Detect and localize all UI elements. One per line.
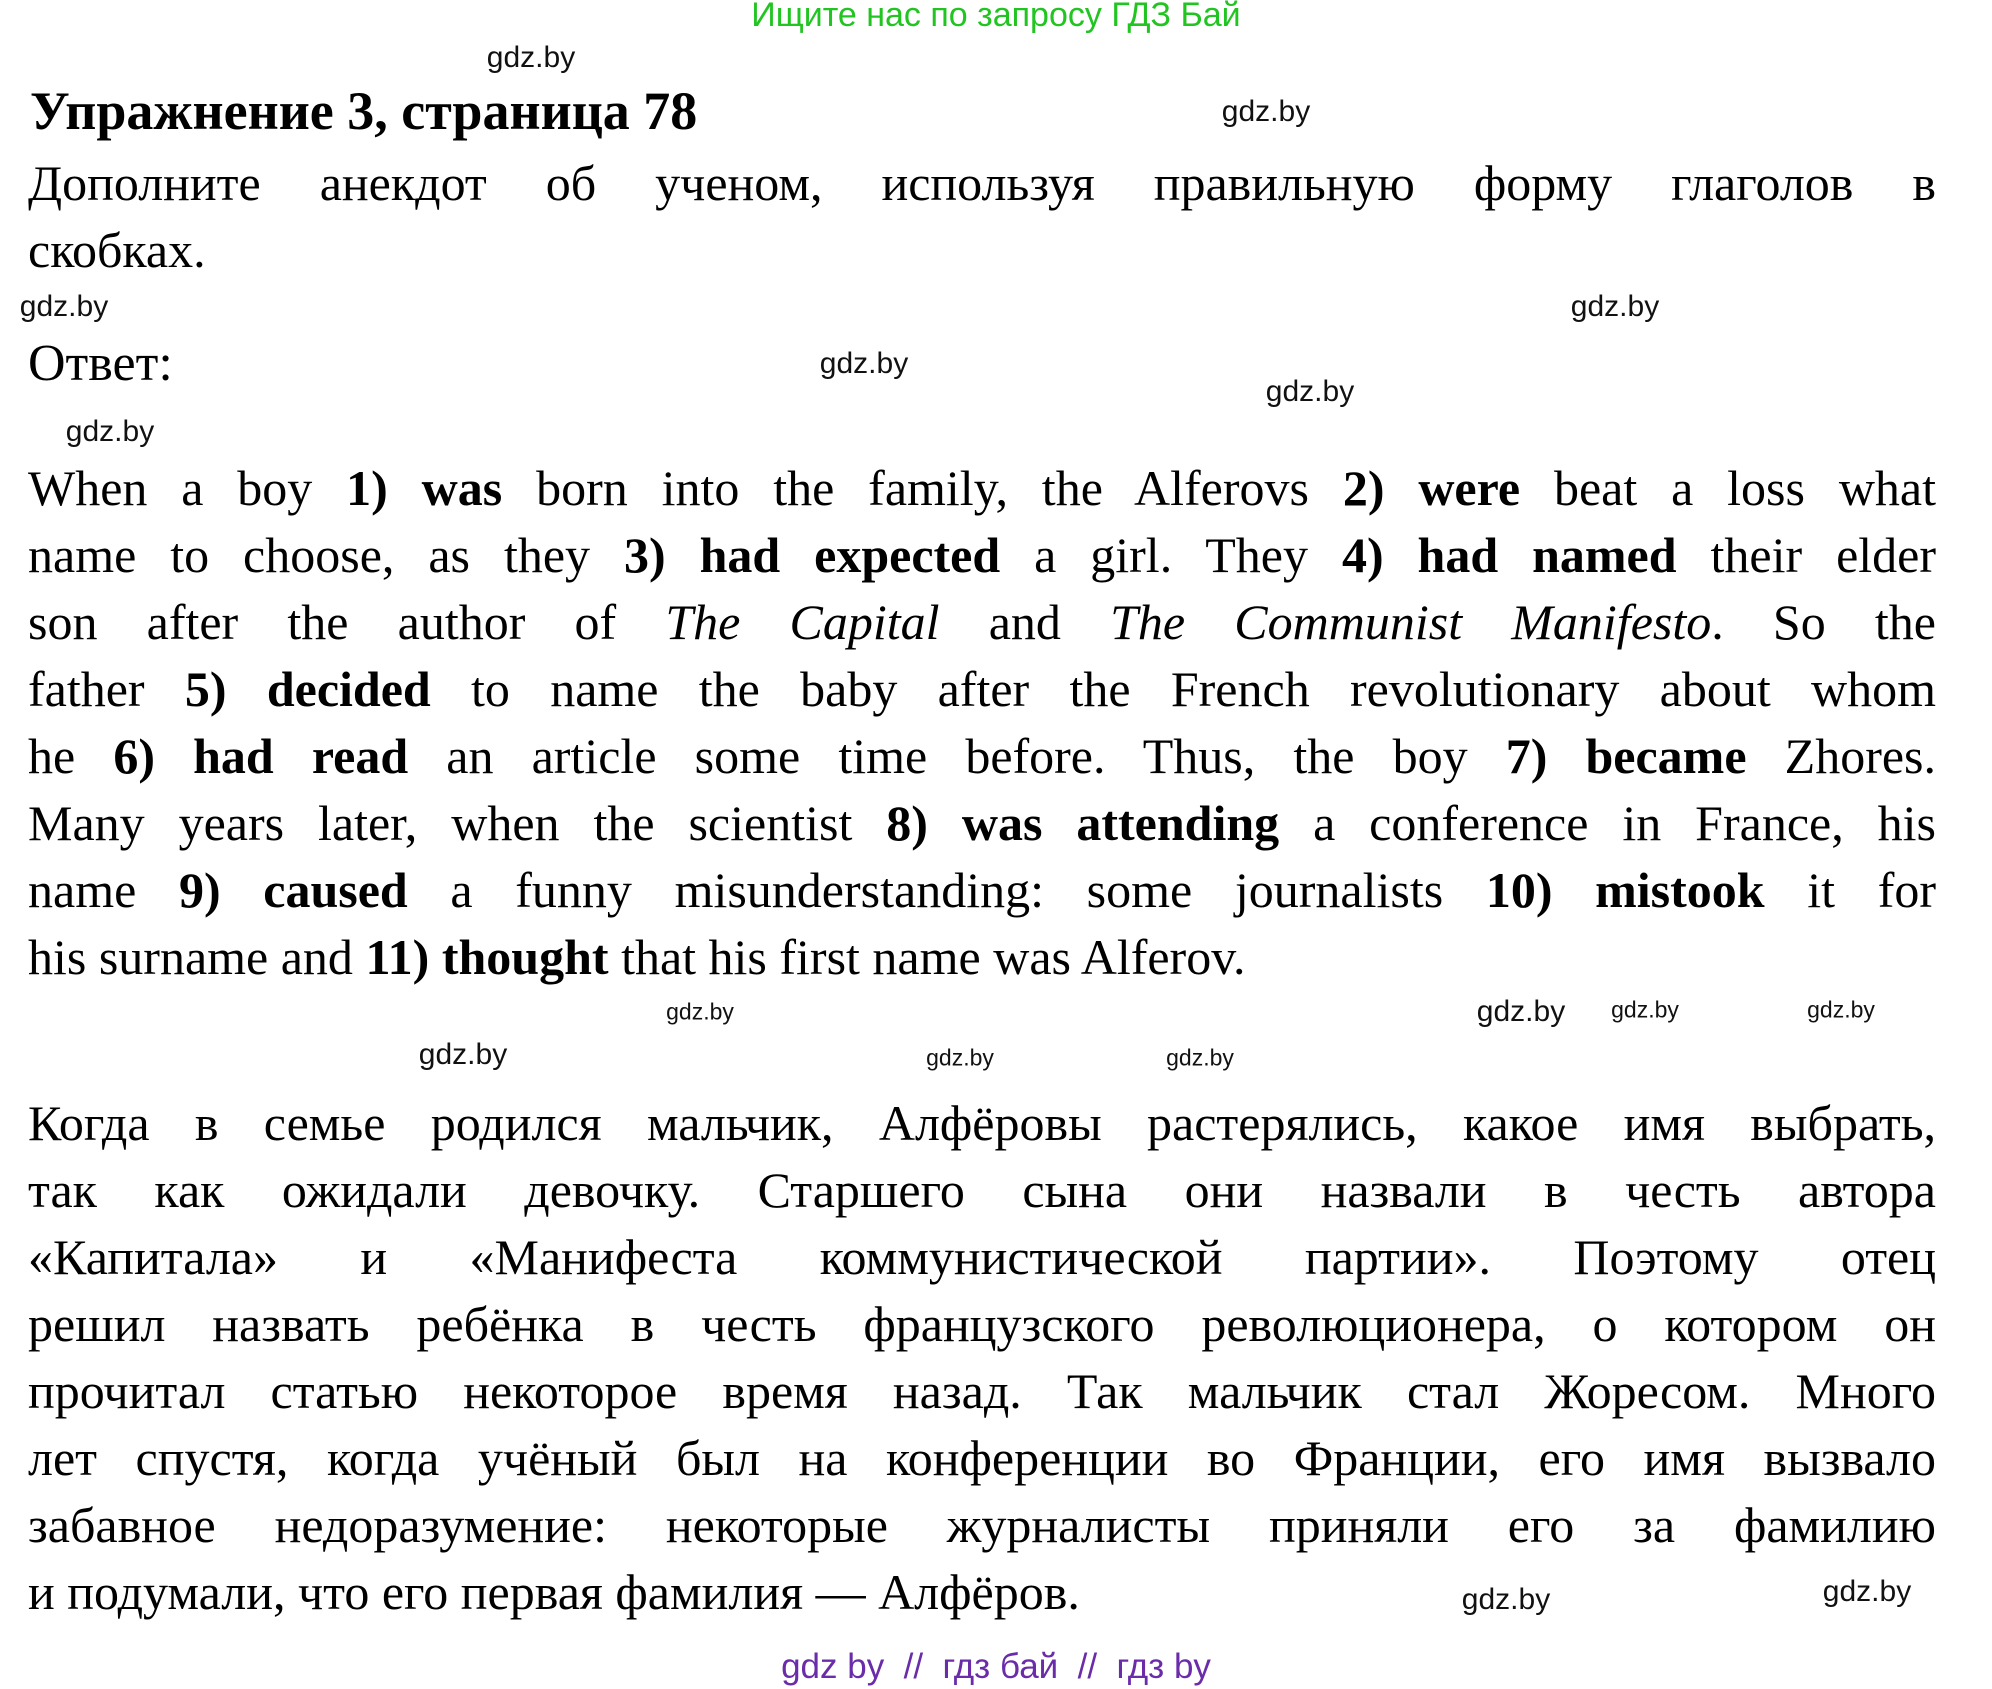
watermark: gdz.by xyxy=(1461,1583,1551,1616)
verb-answer: 8) was attending xyxy=(886,795,1280,851)
answer-text: it for xyxy=(1764,862,1937,918)
answer-line xyxy=(28,656,1936,723)
translation-line: и подумали, что его первая фамилия — Алфёров. xyxy=(28,1564,1080,1620)
task-line: скобках. xyxy=(28,222,206,278)
watermark: gdz.by xyxy=(1476,995,1566,1028)
answer-text: Many years later, when the scientist xyxy=(28,795,887,851)
verb-answer: 2) were xyxy=(1342,460,1521,516)
verb-answer: 9) caused xyxy=(178,862,408,918)
watermark: gdz.by xyxy=(1265,375,1355,408)
task-line: Дополните анекдот об ученом, используя правильную форму глаголов в xyxy=(28,155,1936,211)
answer-line xyxy=(28,857,1936,924)
answer-text: a girl. They xyxy=(1000,527,1342,583)
answer-text: name to choose, as they xyxy=(28,527,624,583)
verb-answer: 7) became xyxy=(1505,728,1747,784)
answer-text: father xyxy=(28,661,185,717)
verb-answer: 11) thought xyxy=(365,929,609,985)
watermark: gdz.by xyxy=(1570,290,1660,323)
search-banner: Ищите нас по запросу ГДЗ Бай xyxy=(751,0,1241,34)
watermark: gdz.by xyxy=(666,998,734,1025)
answer-line xyxy=(28,790,1936,857)
answer-text: beat a loss what xyxy=(1520,460,1937,516)
verb-answer: 3) had expected xyxy=(623,527,1001,583)
answer-text: . So the xyxy=(1711,594,1936,650)
watermark: gdz.by xyxy=(486,41,576,74)
answer-text: to name the baby after the French revolutionary about whom xyxy=(430,661,1937,717)
watermark: gdz.by xyxy=(819,347,909,380)
verb-answer: 10) mistook xyxy=(1485,862,1765,918)
page-title: Упражнение 3, страница 78 xyxy=(30,81,698,141)
answer-text: their elder xyxy=(1676,527,1937,583)
answer-line xyxy=(28,924,1245,991)
translation-line: Когда в семье родился мальчик, Алфёровы растерялись, какое имя выбрать, xyxy=(28,1095,1936,1151)
answer-label: Ответ: xyxy=(28,335,173,392)
translation-line: «Капитала» и «Манифеста коммунистической партии». Поэтому отец xyxy=(28,1229,1936,1285)
verb-answer: 5) decided xyxy=(184,661,431,717)
answer-text: a funny misunderstanding: some journalists xyxy=(407,862,1486,918)
verb-answer: 6) had read xyxy=(113,728,409,784)
watermark: gdz.by xyxy=(1822,1575,1912,1608)
answer-text: son after the author of xyxy=(28,594,666,650)
answer-text: When a boy xyxy=(28,460,347,516)
answer-text: he xyxy=(28,728,114,784)
answer-text: an article some time before. Thus, the boy xyxy=(408,728,1506,784)
watermark: gdz.by xyxy=(418,1038,508,1071)
task-text xyxy=(28,150,1936,284)
watermark: gdz.by xyxy=(1611,996,1679,1023)
answer-text: that his first name was Alferov. xyxy=(608,929,1246,985)
watermark: gdz.by xyxy=(926,1044,994,1071)
answer-text: born into the family, the Alferovs xyxy=(502,460,1343,516)
watermark: gdz.by xyxy=(19,290,109,323)
answer-line xyxy=(28,522,1936,589)
watermark: gdz.by xyxy=(1221,95,1311,128)
english-answer-paragraph xyxy=(28,455,1936,991)
answer-text: his surname and xyxy=(28,929,366,985)
answer-text: name xyxy=(28,862,179,918)
footer-watermark: gdz by // гдз бай // гдз by xyxy=(781,1647,1211,1686)
book-title: The Communist Manifesto xyxy=(1110,594,1712,650)
translation-line: забавное недоразумение: некоторые журналисты приняли его за фамилию xyxy=(28,1497,1936,1553)
answer-text: Zhores. xyxy=(1746,728,1937,784)
book-title: The Capital xyxy=(665,594,940,650)
answer-line xyxy=(28,723,1936,790)
answer-line xyxy=(28,589,1936,656)
verb-answer: 1) was xyxy=(346,460,503,516)
watermark: gdz.by xyxy=(1807,996,1875,1023)
watermark: gdz.by xyxy=(1166,1044,1234,1071)
translation-line: прочитал статью некоторое время назад. Так мальчик стал Жоресом. Много xyxy=(28,1363,1936,1419)
translation-line: так как ожидали девочку. Старшего сына они назвали в честь автора xyxy=(28,1162,1936,1218)
answer-line xyxy=(28,455,1936,522)
watermark: gdz.by xyxy=(65,415,155,448)
answer-text: and xyxy=(939,594,1111,650)
verb-answer: 4) had named xyxy=(1341,527,1677,583)
answer-text: a conference in France, his xyxy=(1279,795,1936,851)
translation-line: решил назвать ребёнка в честь французского революционера, о котором он xyxy=(28,1296,1936,1352)
translation-line: лет спустя, когда учёный был на конференции во Франции, его имя вызвало xyxy=(28,1430,1936,1486)
russian-translation-paragraph xyxy=(28,1090,1936,1626)
